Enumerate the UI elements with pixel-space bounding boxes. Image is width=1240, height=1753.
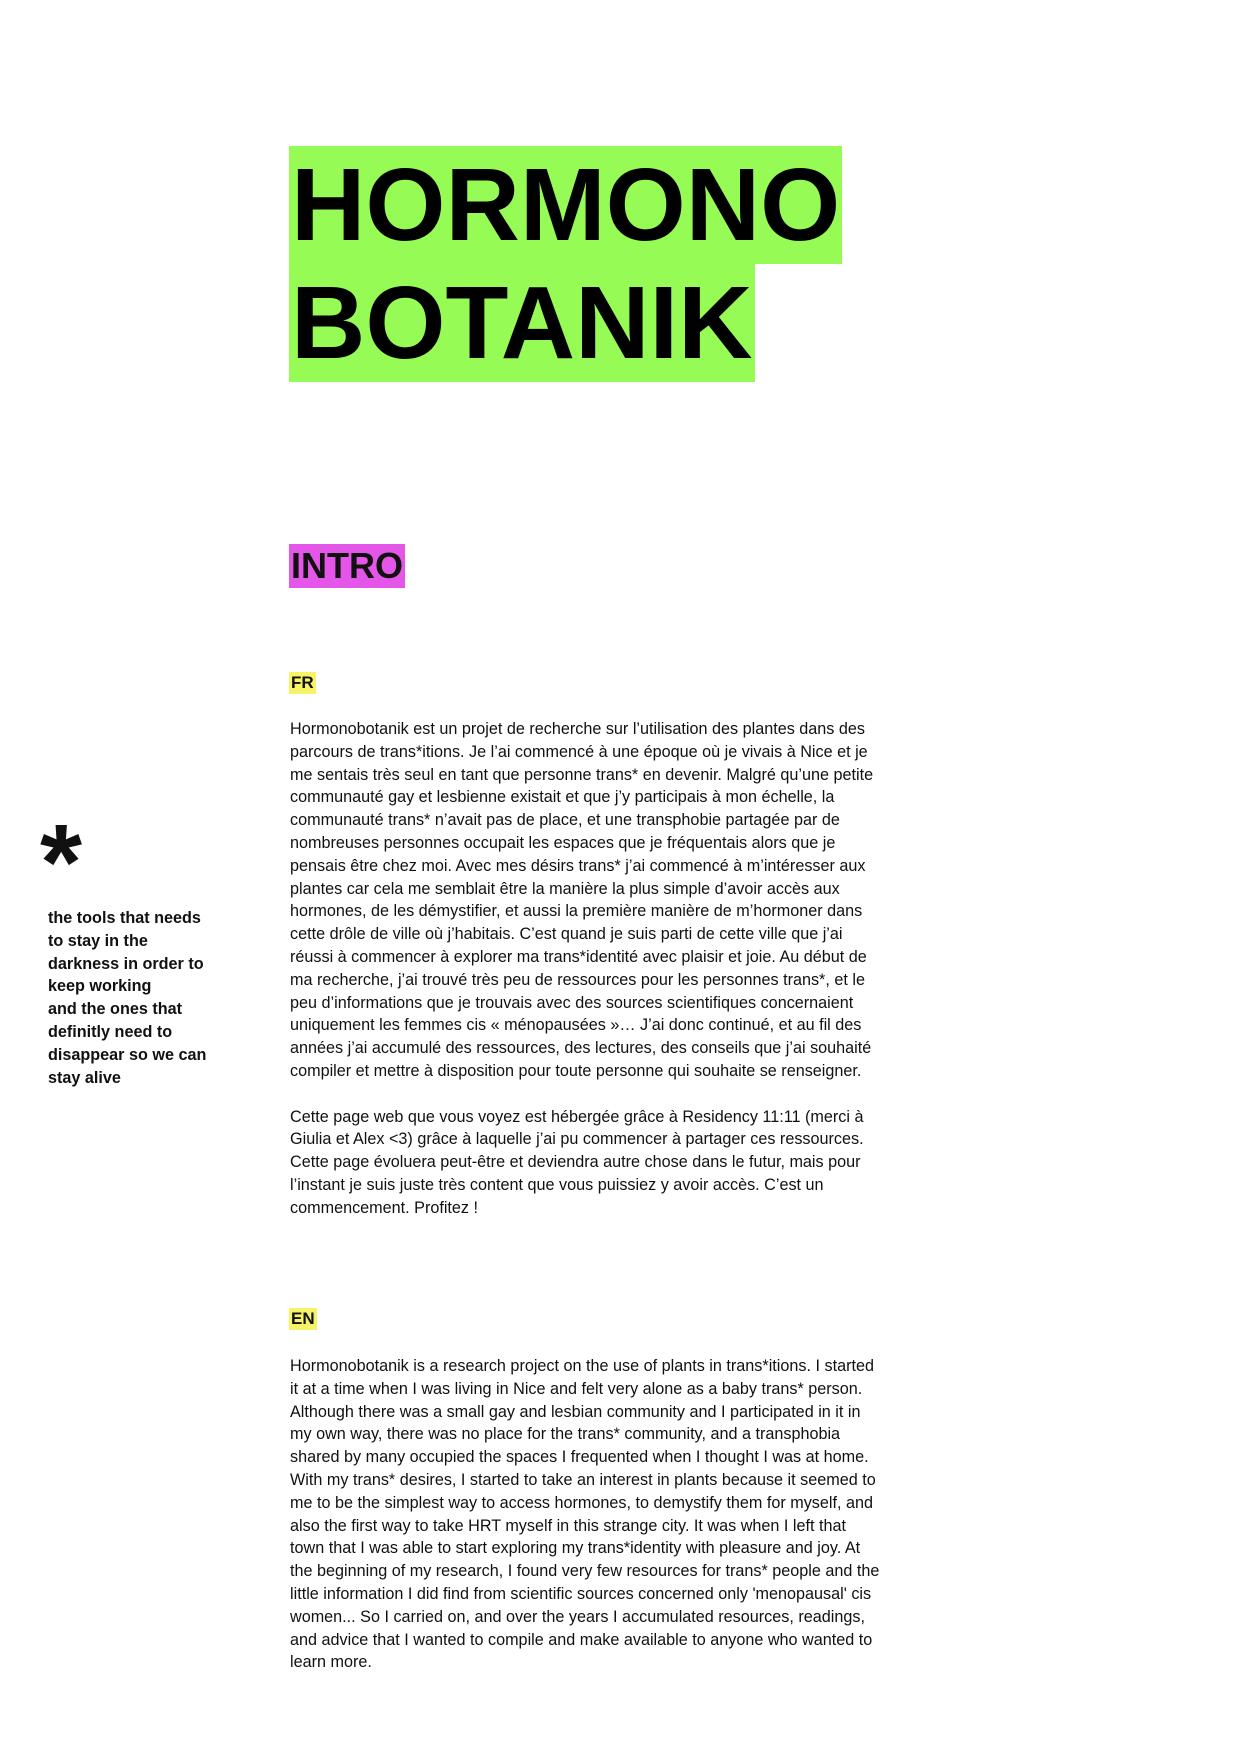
- site-title-line-2: BOTANIK: [291, 265, 753, 380]
- english-paragraph-1: Hormonobotanik is a research project on the use of plants in trans*itions. I started it at a time when I was living in Nice and felt very alone as a baby trans* person. Although there was a small gay and lesbian community and I participated in it in my own way, there was no place for the trans* community, and a transphobia shared by many occupied the spaces I frequented when I thought I was at home. With my trans* desires, I started to take an interest in plants because it seemed to me to be the simplest way to access hormones, to demystify them for myself, and also the first way to take HRT myself in this strange city. It was when I left that town that I was able to start exploring my trans*identity with pleasure and joy. At the beginning of my research, I found very few resources for trans* people and the little information I did find from scientific sources concerned only 'menopausal' cis women... So I carried on, and over the years I accumulated resources, readings, and advice that I wanted to compile and make available to anyone who wanted to learn more.: [290, 1357, 880, 1672]
- asterisk-icon: *: [40, 801, 83, 922]
- french-section: [290, 718, 880, 1220]
- side-note-line: definitly need to: [48, 1022, 173, 1041]
- side-note: [48, 907, 238, 1089]
- side-note-line: keep working: [48, 977, 152, 996]
- side-note-line: to stay in the: [48, 931, 148, 950]
- side-note-line: and the ones that: [48, 1000, 183, 1019]
- intro-heading: INTRO: [291, 545, 403, 586]
- site-title: [289, 146, 889, 382]
- side-note-line: the tools that needs: [48, 909, 201, 927]
- french-paragraph-1: Hormonobotanik est un projet de recherche sur l’utilisation des plantes dans des parcours de trans*itions. Je l’ai commencé à une époque où je vivais à Nice et je me sentais très seul en tant que personne trans* en devenir. Malgré qu’une petite communauté gay et lesbienne existait et que j’y participais à mon échelle, la communauté trans* n’avait pas de place, et une transphobie partagée par de nombreuses personnes occupait les espaces que je fréquentais alors que je pensais être chez moi. Avec mes désirs trans* j’ai commencé à m’intéresser aux plantes car cela me semblait être la manière la plus simple d’avoir accès aux hormones, de les démystifier, et aussi la première manière de m’hormoner dans cette drôle de ville où j’habitais. C’est quand je suis parti de cette ville que j’ai réussi à commencer à explorer ma trans*identité avec plaisir et joie. Au début de ma recherche, j’ai trouvé très peu de ressources pour les personnes trans*, et le peu d’informations que je trouvais avec des sources scientifiques concernaient uniquement les femmes cis « ménopausées »… J’ai donc continué, et au fil des années j’ai accumulé des ressources, des lectures, des conseils que j’ai souhaité compiler et mettre à disposition pour toute personne qui souhaite se renseigner.: [290, 720, 874, 1080]
- site-title-line-1: HORMONO: [291, 147, 841, 262]
- language-tag-en: EN: [291, 1309, 315, 1328]
- french-paragraph-2: Cette page web que vous voyez est hébergée grâce à Residency 11:11 (merci à Giulia et Alex <3) grâce à laquelle j’ai pu commencer à partager ces ressources. Cette page évoluera peut-être et deviendra autre chose dans le futur, mais pour l’instant je suis juste très content que vous puissiez y avoir accès. C’est un commencement. Profitez !: [290, 1107, 864, 1217]
- english-section: [290, 1355, 880, 1674]
- side-note-line: darkness in order to: [48, 954, 204, 973]
- side-note-line: stay alive: [48, 1068, 121, 1087]
- language-tag-fr: FR: [291, 673, 314, 692]
- side-note-line: disappear so we can: [48, 1045, 207, 1064]
